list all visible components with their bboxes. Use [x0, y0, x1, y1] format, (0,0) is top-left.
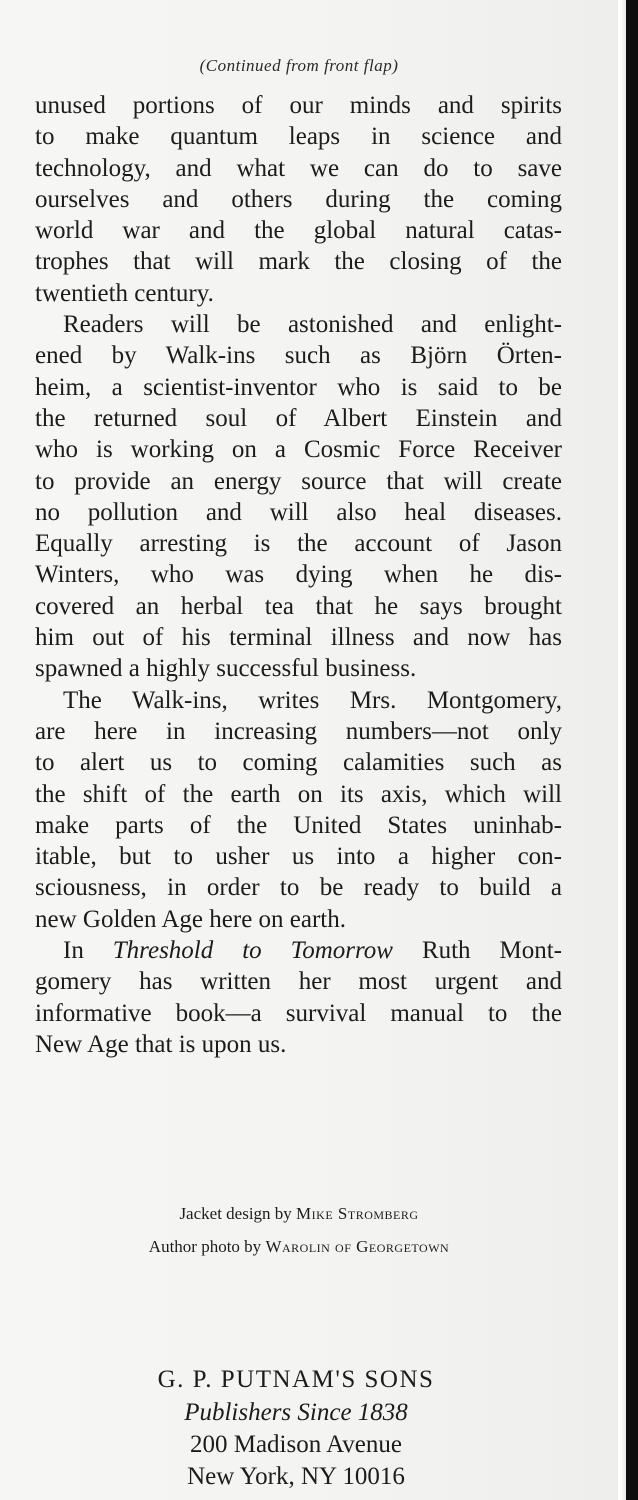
book-title: Threshold to Tomorrow [112, 937, 393, 965]
flap-line: covered an herbal tea that he says brought [35, 592, 562, 620]
flap-line: the shift of the earth on its axis, which will [35, 780, 562, 808]
in-prefix: In [63, 937, 84, 965]
flap-line: no pollution and will also heal diseases. [35, 498, 562, 526]
flap-line: to alert us to coming calamities such as [35, 749, 562, 777]
author-photo-label: Author photo by [148, 1237, 262, 1256]
flap-line: Winters, who was dying when he dis- [35, 561, 562, 589]
jacket-design-credit [0, 1204, 598, 1224]
flap-line: trophes that will mark the closing of the [35, 248, 562, 276]
flap-line: New Age that is upon us. [35, 1030, 287, 1058]
flap-line: gomery has written her most urgent and [35, 968, 562, 996]
photographer-name: Warolin of Georgetown [265, 1237, 450, 1256]
flap-line: to make quantum leaps in science and [35, 123, 562, 151]
flap-line: the returned soul of Albert Einstein and [35, 404, 562, 432]
flap-line: Equally arresting is the account of Jason [35, 530, 562, 558]
flap-line: The Walk-ins, writes Mrs. Montgomery, [63, 686, 562, 714]
publisher-address-city: New York, NY 10016 [187, 1463, 405, 1490]
flap-line: who is working on a Cosmic Force Receiver [35, 436, 562, 464]
publisher-name: G. P. PUTNAM'S SONS [157, 1366, 435, 1393]
flap-line: are here in increasing numbers—not only [35, 717, 562, 745]
flap-line: unused portions of our minds and spirits [35, 92, 562, 119]
flap-line: make parts of the United States uninhab- [35, 811, 562, 839]
flap-line: world war and the global natural catas- [35, 217, 562, 245]
flap-line: ourselves and others during the coming [35, 185, 562, 213]
flap-line: sciousness, in order to be ready to build a [35, 874, 562, 902]
flap-line: new Golden Age here on earth. [35, 905, 346, 933]
flap-line: itable, but to usher us into a higher con- [35, 843, 562, 871]
flap-line [35, 935, 562, 966]
flap-line: heim, a scientist-inventor who is said to be [35, 373, 562, 401]
flap-line-tail: Ruth Mont- [421, 937, 563, 965]
flap-line: Readers will be astonished and enlight- [63, 311, 562, 339]
flap-copy [35, 90, 562, 1060]
jacket-designer-name: Mike Stromberg [296, 1204, 419, 1223]
flap-line: technology, and what we can do to save [35, 154, 562, 182]
flap-line: to provide an energy source that will create [35, 467, 562, 495]
flap-line: twentieth century. [35, 279, 214, 307]
flap-line: him out of his terminal illness and now has [35, 624, 562, 652]
flap-line: spawned a highly successful business. [35, 655, 417, 683]
author-photo-credit [0, 1237, 598, 1257]
publisher-since: Publishers Since 1838 [184, 1399, 408, 1426]
dark-edge-strip [626, 0, 638, 1500]
flap-line: informative book—a survival manual to the [35, 999, 562, 1027]
publisher-address-street: 200 Madison Avenue [189, 1431, 402, 1458]
jacket-design-label: Jacket design by [179, 1204, 292, 1223]
continued-note: (Continued from front flap) [199, 56, 399, 75]
flap-line: ened by Walk-ins such as Björn Örten- [35, 342, 562, 370]
